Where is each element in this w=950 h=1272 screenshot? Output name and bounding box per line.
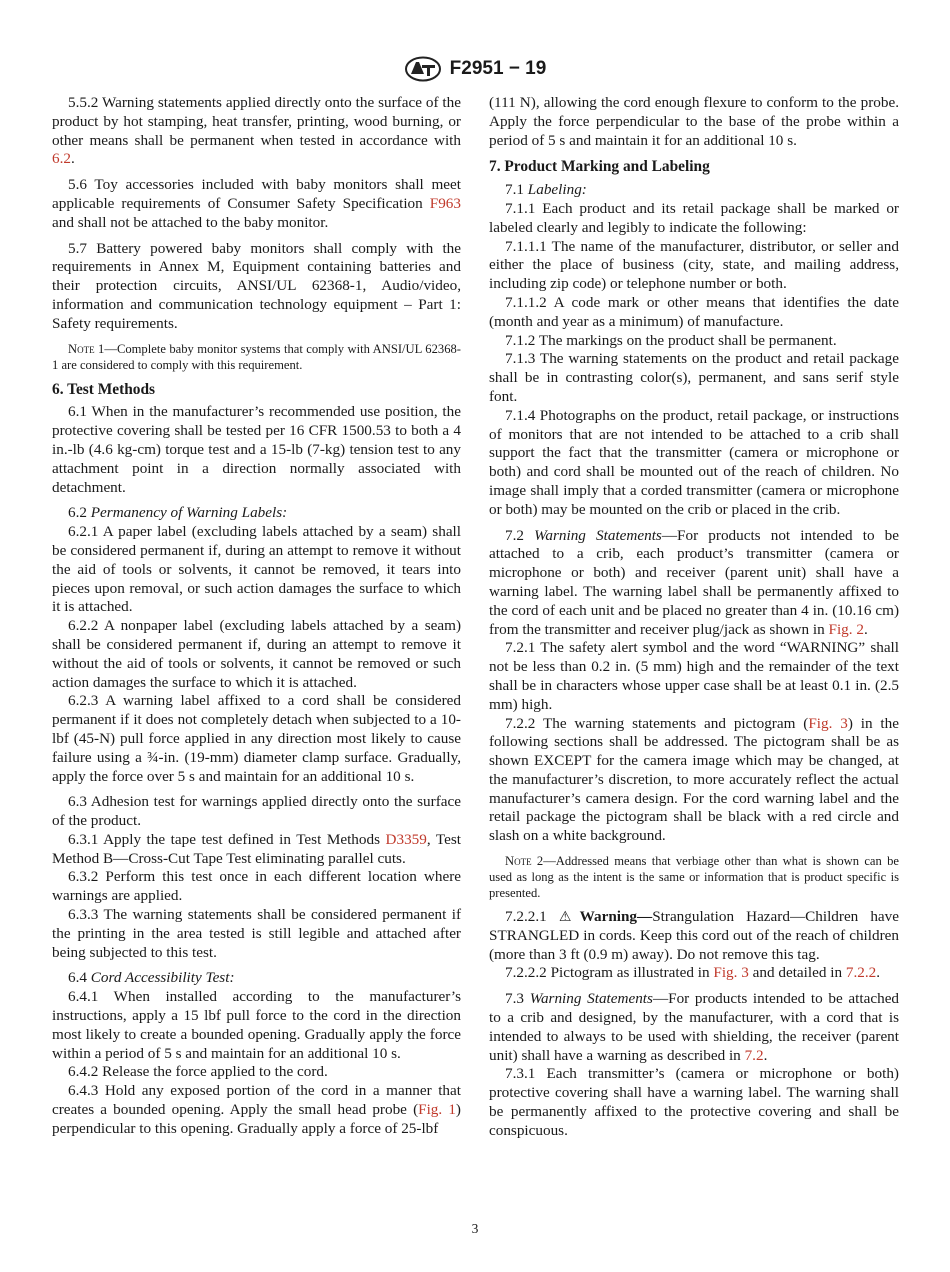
para-6-4-3-continued: (111 N), allowing the cord enough flexure to conform to the probe. Apply the force perpendicular to the base of the probe within a period of 5 s and maintain it for an additional 10 s. [489,94,899,149]
ref-link-fig-2[interactable]: Fig. 2 [828,620,864,638]
para-6-2-2: 6.2.2 A nonpaper label (excluding labels attached by a seam) shall be considered permanent if, during an attempt to remove it without the aid of tools or solvents, it cannot be removed or such action damages the surface to which it is attached. [52,617,461,691]
ref-link-7-2[interactable]: 7.2 [744,1046,764,1064]
para-7-3-1: 7.3.1 Each transmitter’s (camera or microphone or both) protective covering shall have a warning label. The warning shall be permanently affixed to the protective covering and shall be conspicuous. [489,1065,899,1139]
para-6-2-1: 6.2.1 A paper label (excluding labels attached by a seam) shall be considered permanent if, during an attempt to remove it without the aid of tools or solvents, it cannot be removed, it tears into pieces upon removal, or such action damages the surface to which it is attached. [52,523,461,616]
para-7-2-2-2: 7.2.2.2 Pictogram as illustrated in Fig. 3 and detailed in 7.2.2. [505,964,881,982]
ref-link-fig-3[interactable]: Fig. 3 [808,714,848,732]
para-6-3-2: 6.3.2 Perform this test once in each different location where warnings are applied. [52,868,461,905]
para-6-4-2: 6.4.2 Release the force applied to the cord. [68,1063,328,1081]
safety-alert-icon: ⚠ [558,909,580,926]
para-5-7: 5.7 Battery powered baby monitors shall comply with the requirements in Annex M, Equipment containing batteries and their protection circuits, ANSI/UL 62368-1, Audio/video, information and communication technology equipment – Part 1: Safety requirements. [52,239,461,332]
ref-link-f963[interactable]: F963 [429,194,461,212]
para-7-2-2: 7.2.2 The warning statements and pictogram (Fig. 3) in the following sections shall be addressed. The pictogram shall be as shown EXCEPT for the camera image which may be changed, at the manufacturer’s discretion, to more accurately reflect the actual manufacturer’s camera design. For the cord warning label and the retail package the pictogram shall be black with a red circle and slash on a white background. [489,714,899,845]
para-7-1-1: 7.1.1 Each product and its retail package shall be marked or labeled clearly and legibly to indicate the following: [489,199,899,236]
para-7-2-1: 7.2.1 The safety alert symbol and the word “WARNING” shall not be less than 0.2 in. (5 mm) high and the remainder of the text shall be in characters whose upper case shall be at least 0.1 in. (2.5 mm) high. [489,639,899,713]
para-6-3-3: 6.3.3 The warning statements shall be considered permanent if the printing in the area tested is still legible and attached after being subjected to this test. [52,906,461,961]
left-column [52,94,461,1139]
para-6-2-3: 6.2.3 A warning label affixed to a cord shall be considered permanent if it does not completely detach when subjected to a 10-lbf (45-N) pull force applied in any direction most likely to cause failure using a ¾-in. (19-mm) diameter clamp surface. Gradually, apply the force over 5 s and maintain for an additional 10 s. [52,692,461,785]
para-7-2-2-1: 7.2.2.1 ⚠Warning—Strangulation Hazard—Children have STRANGLED in cords. Keep this cord out of the reach of children (more than 3 ft (0.9 m) away). Do not remove this tag. [489,908,900,963]
page-header [0,56,950,82]
ref-link-fig-3b[interactable]: Fig. 3 [713,964,749,982]
para-5-5-2: 5.5.2 Warning statements applied directly onto the surface of the product by hot stamping, heat transfer, printing, wood burning, or other means shall be permanent when tested in accordance with 6.2. [52,94,461,168]
para-6-3-1: 6.3.1 Apply the tape test defined in Test Methods D3359, Test Method B—Cross-Cut Tape Test eliminating parallel cuts. [52,830,461,867]
astm-logo-icon [404,56,442,82]
para-6-2: 6.2 Permanency of Warning Labels: [68,504,288,522]
para-7-1-4: 7.1.4 Photographs on the product, retail package, or instructions of monitors that are not intended to be attached to a crib shall support the fact that the transmitter (camera or microphone or both) and cord shall be mounted out of the reach of children. No image shall imply that a corded transmitter (camera or microphone or both) may be mounted on the crib or placed in the crib. [489,406,899,518]
note-1: Note 1—Complete baby monitor systems that comply with ANSI/UL 62368-1 are considered to comply with this requirement. [52,341,461,372]
para-7-1-3: 7.1.3 The warning statements on the product and retail package shall be in contrasting color(s), permanent, and sans serif style font. [489,350,899,405]
page-number: 3 [471,1221,479,1236]
para-7-1-2: 7.1.2 The markings on the product shall be permanent. [505,331,837,349]
ref-link-7-2-2[interactable]: 7.2.2 [845,964,877,982]
ref-link-6-2[interactable]: 6.2 [52,150,71,168]
ref-link-d3359[interactable]: D3359 [385,830,427,848]
document-id: F2951 − 19 [449,58,547,79]
section-7-heading: 7. Product Marking and Labeling [489,158,710,176]
ref-link-fig-1[interactable]: Fig. 1 [418,1101,456,1119]
para-7-1-1-2: 7.1.1.2 A code mark or other means that identifies the date (month and year as a minimum) of manufacture. [489,293,899,330]
para-6-1: 6.1 When in the manufacturer’s recommended use position, the protective covering shall be tested per 16 CFR 1500.53 to both a 4 in.-lb (4.6 kg-cm) torque test and a 15-lb (7-kg) tension test to any attachment point in a direction normally associated with detachment. [52,403,461,496]
para-6-3: 6.3 Adhesion test for warnings applied directly onto the surface of the product. [52,793,461,830]
para-7-1-1-1: 7.1.1.1 The name of the manufacturer, distributor, or seller and either the place of business (city, state, and mailing address, including zip code) or telephone number or both. [489,237,899,293]
para-6-4-3: 6.4.3 Hold any exposed portion of the cord in a manner that creates a bounded opening. Apply the small head probe (Fig. 1) perpendicular to this opening. Gradually apply a force of 25-lbf [52,1082,461,1137]
para-5-6: 5.6 Toy accessories included with baby monitors shall meet applicable requirements of Consumer Safety Specification F963 and shall not be attached to the baby monitor. [52,176,461,231]
section-6-heading: 6. Test Methods [52,380,156,398]
note-2: Note 2—Addressed means that verbiage other than what is shown can be used as long as the intent is the same or information that is product specific is presented. [489,854,899,901]
para-7-3: 7.3 Warning Statements—For products intended to be attached to a crib and designed, by the manufacturer, with a cord that is intended to always to be used with shielding, the receiver (parent unit) shall have a warning as described in 7.2. [489,990,900,1064]
para-7-1: 7.1 Labeling: [505,181,587,199]
para-6-4-1: 6.4.1 When installed according to the manufacturer’s instructions, apply a 15 lbf pull force to the cord in the direction most likely to create a bounded opening. Gradually apply the force within a period of 5 s and maintain for an additional 10 s. [52,988,461,1062]
para-6-4: 6.4 Cord Accessibility Test: [68,969,235,987]
para-7-2: 7.2 Warning Statements—For products not intended to be attached to a crib, each product’s transmitter (camera or microphone or both) and receiver (parent unit) shall have a warning label. The warning label shall be permanently affixed to the cord of each unit and be placed no greater than 4 in. (10.16 cm) from the transmitter and receiver plug/jack as shown in Fig. 2. [489,526,900,638]
right-column [489,94,899,1141]
